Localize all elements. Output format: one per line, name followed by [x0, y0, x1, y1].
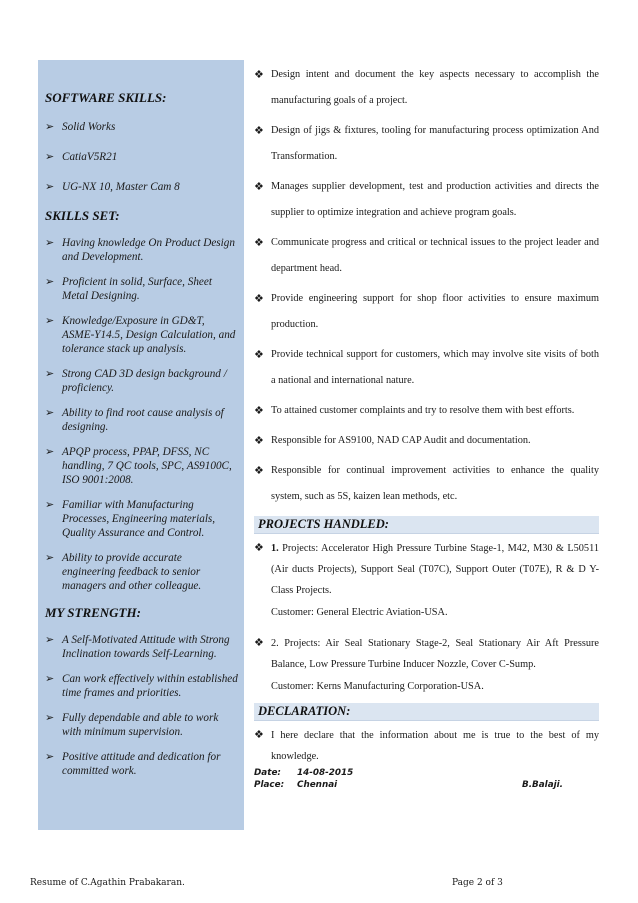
- responsibility-item: ❖ Provide engineering support for shop floor activities to ensure maximum production.: [254, 286, 599, 338]
- diamond-bullet-icon: ❖: [254, 125, 264, 137]
- software-skill-item: ➢ CatiaV5R21: [45, 151, 118, 163]
- software-skill-item: ➢ Solid Works: [45, 121, 116, 133]
- declaration-text: ❖ I here declare that the information about me is true to the best of my knowledge.: [254, 725, 599, 767]
- software-skills-heading: SOFTWARE SKILLS:: [45, 90, 167, 105]
- diamond-bullet-icon: ❖: [254, 435, 264, 447]
- arrow-bullet-icon: ➢: [45, 407, 55, 419]
- left-sidebar: [38, 60, 244, 830]
- skill-item: ➢ Ability to find root cause analysis of designing.: [45, 407, 224, 433]
- responsibility-item: ❖ Responsible for continual improvement activities to enhance the quality system, such as 5S, kaizen lean methods, etc.: [254, 458, 599, 510]
- arrow-bullet-icon: ➢: [45, 552, 55, 564]
- arrow-bullet-icon: ➢: [45, 446, 55, 458]
- skill-item: ➢ Having knowledge On Product Design and Development.: [45, 237, 235, 263]
- date-value: 14-08-2015: [297, 768, 354, 778]
- skill-item: ➢ APQP process, PPAP, DFSS, NC handling, 7 QC tools, SPC, AS9100C, ISO 9001:2008.: [45, 446, 232, 486]
- projects-handled-heading: PROJECTS HANDLED:: [254, 516, 599, 534]
- project-item: ❖ 1. Projects: Accelerator High Pressure Turbine Stage-1, M42, M30 & L50511 (Air ducts Projects), Support Seal (T07C), Support Outer (T07E), R & D Y-Class Projects.: [254, 538, 599, 601]
- responsibility-item: ❖ To attained customer complaints and try to resolve them with best efforts.: [254, 398, 599, 424]
- strength-item: ➢ A Self-Motivated Attitude with Strong Inclination towards Self-Learning.: [45, 634, 230, 660]
- arrow-bullet-icon: ➢: [45, 368, 55, 380]
- arrow-bullet-icon: ➢: [45, 315, 55, 327]
- responsibility-item: ❖ Responsible for AS9100, NAD CAP Audit and documentation.: [254, 428, 599, 454]
- diamond-bullet-icon: ❖: [254, 237, 264, 249]
- arrow-bullet-icon: ➢: [45, 237, 55, 249]
- place-value: Chennai: [297, 780, 338, 790]
- responsibility-item: ❖ Communicate progress and critical or technical issues to the project leader and department head.: [254, 230, 599, 282]
- diamond-bullet-icon: ❖: [254, 729, 264, 741]
- date-label: Date:: [254, 768, 281, 778]
- arrow-bullet-icon: ➢: [45, 276, 55, 288]
- diamond-bullet-icon: ❖: [254, 542, 264, 554]
- strength-item: ➢ Fully dependable and able to work with minimum supervision.: [45, 712, 219, 738]
- arrow-bullet-icon: ➢: [45, 499, 55, 511]
- arrow-bullet-icon: ➢: [45, 181, 55, 193]
- strength-item: ➢ Can work effectively within established time frames and priorities.: [45, 673, 238, 699]
- arrow-bullet-icon: ➢: [45, 634, 55, 646]
- my-strength-heading: MY STRENGTH:: [45, 605, 141, 620]
- footer-left: Resume of C.Agathin Prabakaran.: [30, 878, 185, 888]
- signoff-block: [254, 767, 599, 791]
- diamond-bullet-icon: ❖: [254, 293, 264, 305]
- arrow-bullet-icon: ➢: [45, 673, 55, 685]
- declaration-heading: DECLARATION:: [254, 703, 599, 721]
- project-customer: Customer: Kerns Manufacturing Corporation-USA.: [271, 681, 484, 692]
- place-label: Place:: [254, 780, 285, 790]
- diamond-bullet-icon: ❖: [254, 181, 264, 193]
- project-customer: Customer: General Electric Aviation-USA.: [271, 607, 448, 618]
- diamond-bullet-icon: ❖: [254, 405, 264, 417]
- arrow-bullet-icon: ➢: [45, 751, 55, 763]
- signature-name: B.Balaji.: [521, 780, 563, 790]
- diamond-bullet-icon: ❖: [254, 349, 264, 361]
- project-item: ❖ 2. Projects: Air Seal Stationary Stage-2, Seal Stationary Air Aft Pressure Balance, Low Pressure Turbine Inducer Nozzle, Cover C-Sump.: [254, 633, 599, 675]
- responsibility-item: ❖ Design intent and document the key aspects necessary to accomplish the manufacturing goals of a project.: [254, 62, 599, 114]
- strength-item: ➢ Positive attitude and dedication for committed work.: [45, 751, 221, 777]
- responsibility-item: ❖ Design of jigs & fixtures, tooling for manufacturing process optimization And Transformation.: [254, 118, 599, 170]
- responsibility-item: ❖ Provide technical support for customers, which may involve site visits of both a national and international nature.: [254, 342, 599, 394]
- skill-item: ➢ Strong CAD 3D design background / proficiency.: [45, 368, 227, 394]
- skill-item: ➢ Ability to provide accurate engineering feedback to senior managers and other colleague.: [45, 552, 202, 592]
- diamond-bullet-icon: ❖: [254, 465, 264, 477]
- responsibility-item: ❖ Manages supplier development, test and production activities and directs the supplier to optimize integration and achieve program goals.: [254, 174, 599, 226]
- skills-set-heading: SKILLS SET:: [45, 208, 120, 223]
- diamond-bullet-icon: ❖: [254, 637, 264, 649]
- software-skill-item: ➢ UG-NX 10, Master Cam 8: [45, 181, 180, 193]
- right-column: [254, 62, 599, 771]
- footer-page-number: Page 2 of 3: [452, 878, 503, 888]
- skill-item: ➢ Knowledge/Exposure in GD&T, ASME-Y14.5, Design Calculation, and tolerance stack up analysis.: [45, 315, 236, 355]
- arrow-bullet-icon: ➢: [45, 151, 55, 163]
- arrow-bullet-icon: ➢: [45, 712, 55, 724]
- skill-item: ➢ Familiar with Manufacturing Processes, Engineering materials, Quality Assurance and Control.: [45, 499, 216, 539]
- skill-item: ➢ Proficient in solid, Surface, Sheet Metal Designing.: [45, 276, 212, 302]
- diamond-bullet-icon: ❖: [254, 69, 264, 81]
- arrow-bullet-icon: ➢: [45, 121, 55, 133]
